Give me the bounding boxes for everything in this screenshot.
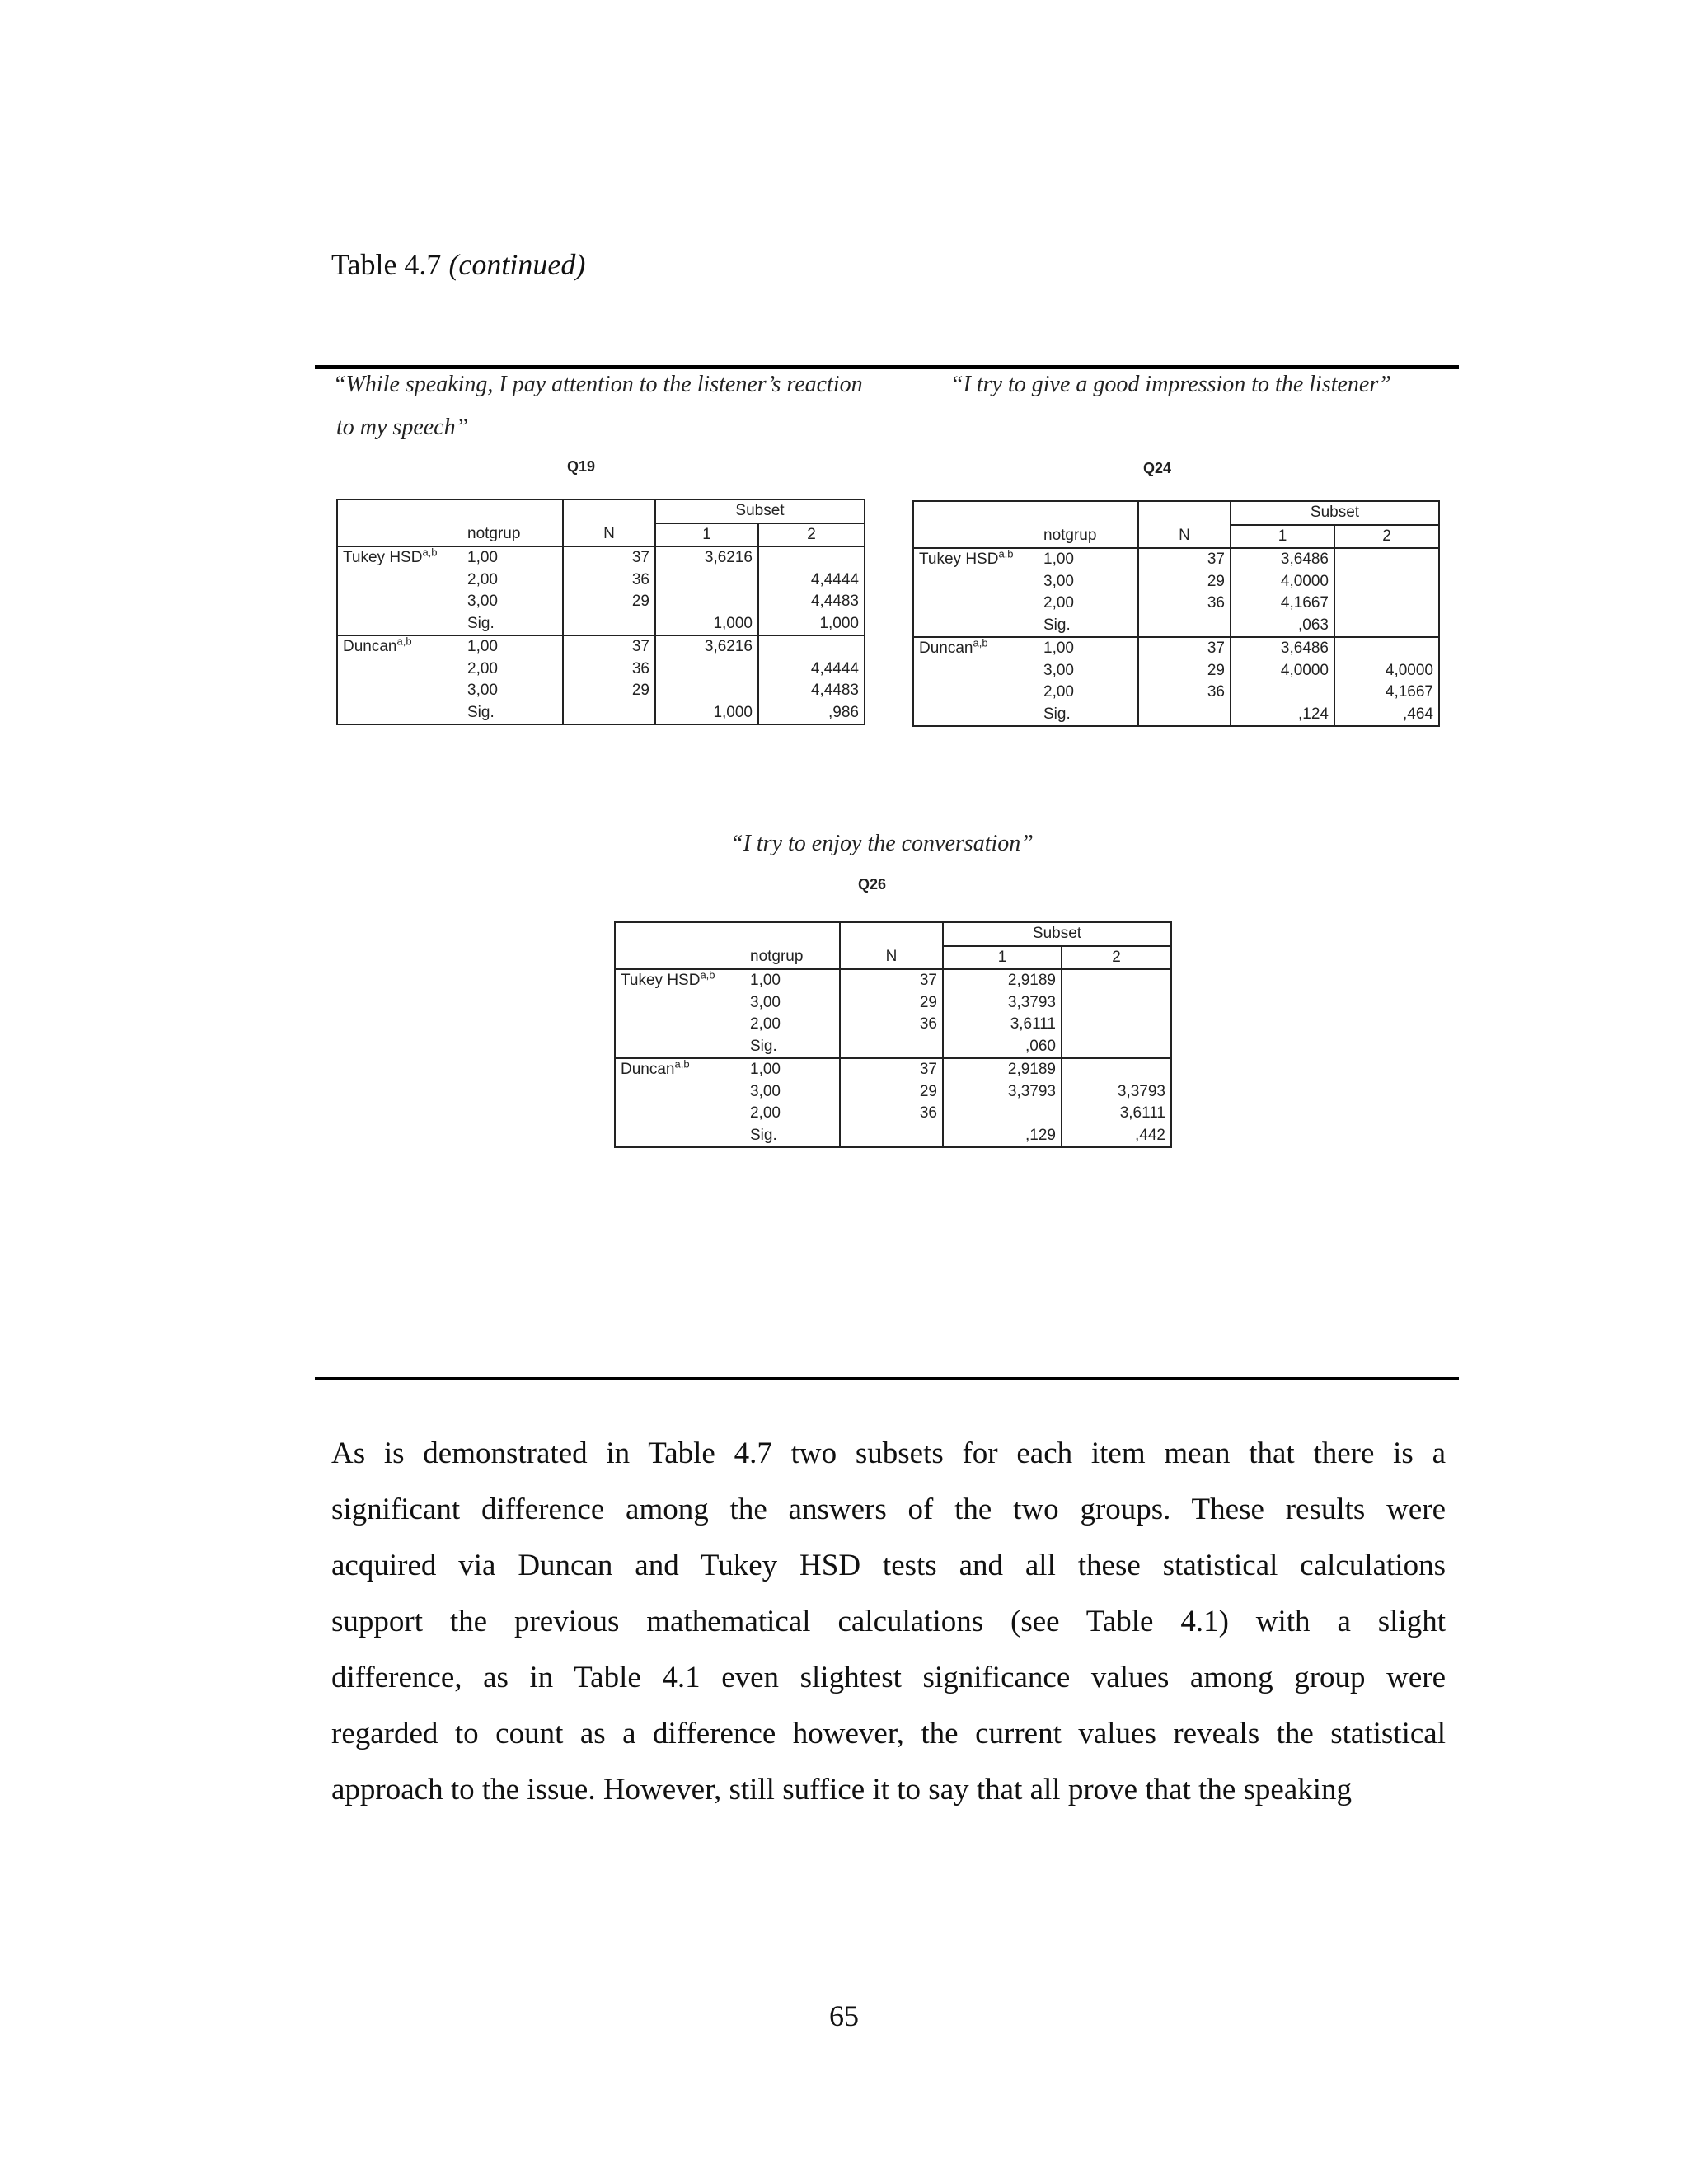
table-row: [913, 704, 1439, 727]
header-blank: [462, 499, 563, 523]
subset-2-cell: [1062, 1014, 1171, 1036]
subset-1-cell: 3,6216: [655, 635, 758, 658]
subset-2-cell: [1334, 593, 1439, 615]
duncan-label: [337, 635, 462, 658]
table-row: [615, 1014, 1171, 1036]
subset-2-cell: 4,4483: [758, 591, 865, 613]
group-cell: 2,00: [750, 1104, 781, 1122]
paragraph-line: acquired via Duncan and Tukey HSD tests and all these statistical calculations: [331, 1549, 1446, 1582]
subset-2-cell: ,442: [1062, 1125, 1171, 1148]
n-cell: 37: [1138, 637, 1231, 660]
header-blank: [337, 499, 462, 523]
subset-1-cell: 1,000: [655, 702, 758, 725]
n-cell: 36: [563, 569, 655, 592]
paragraph-line: As is demonstrated in Table 4.7 two subsets for each item mean that there is a: [331, 1436, 1446, 1470]
header-blank: [913, 525, 1039, 549]
q19-label: Q19: [567, 458, 596, 475]
n-cell: [563, 702, 655, 725]
subset-1-cell: ,129: [943, 1125, 1062, 1148]
subset-1-header: 1: [655, 523, 758, 547]
group-cell: Sig.: [462, 702, 563, 725]
group-cell: 2,00: [1043, 594, 1074, 612]
group-cell: Sig.: [1039, 704, 1138, 727]
group-cell: Sig.: [467, 614, 495, 632]
subset-2-cell: [1062, 992, 1171, 1015]
subset-2-cell: [758, 546, 865, 569]
test-name: Duncan: [621, 1061, 675, 1078]
test-name: Tukey HSD: [621, 972, 701, 989]
table-row: [913, 660, 1439, 682]
group-cell: 1,00: [1039, 637, 1138, 660]
header-blank: [1039, 501, 1138, 525]
q24-question: “I try to give a good impression to the listener”: [950, 372, 1391, 397]
subset-1-cell: 2,9189: [943, 1058, 1062, 1081]
blank-cell: [913, 704, 1039, 727]
n-header: N: [840, 946, 943, 970]
paragraph-line: support the previous mathematical calculations (see Table 4.1) with a slight: [331, 1605, 1446, 1638]
table-row: [615, 969, 1171, 992]
subset-1-cell: 3,6486: [1231, 637, 1334, 660]
subset-2-cell: 3,6111: [1062, 1103, 1171, 1125]
group-cell: 1,00: [745, 1058, 840, 1081]
blank-cell: [615, 1014, 745, 1036]
n-cell: 29: [840, 1081, 943, 1104]
blank-cell: [913, 660, 1039, 682]
subset-1-cell: 3,6216: [655, 546, 758, 569]
blank-cell: [913, 615, 1039, 638]
subset-1-cell: 3,3793: [943, 992, 1062, 1015]
page-number: 65: [829, 1999, 859, 2032]
tukey-label: [337, 546, 462, 569]
test-name: Duncan: [343, 638, 397, 655]
group-cell: 1,00: [750, 972, 781, 989]
subset-2-cell: [1062, 1036, 1171, 1059]
q19-question-line1: “While speaking, I pay attention to the listener’s reaction: [333, 372, 863, 397]
subset-1-cell: [655, 680, 758, 702]
table-row: [615, 1103, 1171, 1125]
footnote-marker: a,b: [973, 636, 988, 649]
duncan-label: [615, 1058, 745, 1081]
group-cell: 3,00: [1043, 572, 1074, 590]
n-cell: 29: [1138, 660, 1231, 682]
q19-table: [336, 499, 865, 725]
table-number: Table 4.7: [331, 248, 442, 281]
blank-cell: [615, 1103, 745, 1125]
blank-cell: [337, 613, 462, 636]
subset-2-cell: 4,4444: [758, 569, 865, 592]
n-cell: [1138, 704, 1231, 727]
n-cell: 29: [563, 591, 655, 613]
subset-2-cell: 1,000: [758, 613, 865, 636]
table-continued-note: (continued): [448, 248, 586, 281]
subset-1-cell: 4,1667: [1231, 593, 1334, 615]
subset-1-cell: ,060: [943, 1036, 1062, 1059]
n-cell: [1138, 615, 1231, 638]
subset-1-cell: 3,6111: [943, 1014, 1062, 1036]
group-cell: Sig.: [1043, 616, 1071, 634]
group-cell: 3,00: [467, 682, 498, 699]
paragraph-line: approach to the issue. However, still suffice it to say that all prove that the speaking: [331, 1773, 1353, 1807]
subset-2-cell: [1334, 615, 1439, 638]
subset-1-cell: ,063: [1231, 615, 1334, 638]
group-cell: Sig.: [750, 1037, 777, 1055]
blank-cell: [337, 680, 462, 702]
group-cell: 3,00: [750, 993, 781, 1011]
subset-1-cell: [1231, 682, 1334, 704]
subset-2-header: 2: [758, 523, 865, 547]
header-blank: [913, 501, 1039, 525]
tukey-label: [913, 548, 1039, 571]
n-cell: 29: [840, 992, 943, 1015]
n-cell: 37: [1138, 548, 1231, 571]
subset-2-cell: ,986: [758, 702, 865, 725]
table-row: [615, 1125, 1171, 1148]
q19-question-line2: to my speech”: [336, 415, 469, 440]
subset-2-cell: [1334, 571, 1439, 593]
subset-1-header: 1: [943, 946, 1062, 970]
subset-header: Subset: [1231, 501, 1439, 525]
subset-2-cell: 4,0000: [1334, 660, 1439, 682]
subset-2-cell: 4,4444: [758, 658, 865, 681]
header-blank: [615, 946, 745, 970]
blank-cell: [337, 702, 462, 725]
group-cell: 1,00: [1043, 551, 1074, 568]
subset-2-cell: [1334, 548, 1439, 571]
n-cell: [840, 1036, 943, 1059]
table-row: [615, 1081, 1171, 1104]
table-row: [337, 613, 865, 636]
n-cell: [563, 613, 655, 636]
blank-cell: [615, 1081, 745, 1104]
table-row: [337, 658, 865, 681]
blank-cell: [615, 1125, 745, 1148]
header-blank: [337, 523, 462, 547]
n-cell: 36: [563, 658, 655, 681]
group-cell: 2,00: [750, 1015, 781, 1033]
table-row: [913, 548, 1439, 571]
test-name: Tukey HSD: [919, 551, 999, 568]
q24-label: Q24: [1143, 460, 1172, 476]
n-cell: 37: [563, 546, 655, 569]
group-cell: 1,00: [467, 549, 498, 566]
q26-table: [614, 921, 1172, 1148]
subset-1-header: 1: [1231, 525, 1334, 549]
table-row: [615, 992, 1171, 1015]
subset-2-cell: 3,3793: [1062, 1081, 1171, 1104]
paragraph-line: significant difference among the answers of the two groups. These results were: [331, 1493, 1446, 1526]
duncan-label: [913, 637, 1039, 660]
subset-1-cell: 3,3793: [943, 1081, 1062, 1104]
table-row: [913, 571, 1439, 593]
tukey-label: [615, 969, 745, 992]
q24-table: [912, 500, 1440, 727]
header-blank: [840, 922, 943, 946]
subset-2-cell: ,464: [1334, 704, 1439, 727]
subset-1-cell: [655, 658, 758, 681]
table-row: [337, 680, 865, 702]
subset-2-cell: 4,1667: [1334, 682, 1439, 704]
blank-cell: [615, 1036, 745, 1059]
n-cell: 37: [563, 635, 655, 658]
blank-cell: [337, 658, 462, 681]
paragraph-line: difference, as in Table 4.1 even slightest significance values among group were: [331, 1661, 1446, 1694]
footnote-marker: a,b: [396, 635, 412, 648]
n-cell: 29: [563, 680, 655, 702]
table-row: [615, 1058, 1171, 1081]
table-bottom-rule: [315, 1377, 1459, 1380]
test-name: Duncan: [919, 640, 973, 657]
subset-2-cell: 4,4483: [758, 680, 865, 702]
subset-header: Subset: [943, 922, 1171, 946]
footnote-marker: a,b: [998, 547, 1014, 560]
q26-question: “I try to enjoy the conversation”: [730, 831, 1034, 856]
table-row: [913, 593, 1439, 615]
subset-header: Subset: [655, 499, 865, 523]
subset-2-header: 2: [1062, 946, 1171, 970]
header-blank: [615, 922, 745, 946]
group-cell: 1,00: [462, 635, 563, 658]
table-row: [337, 635, 865, 658]
table-row: [337, 546, 865, 569]
q26-label: Q26: [858, 876, 887, 893]
subset-1-cell: 1,000: [655, 613, 758, 636]
subset-1-cell: [943, 1103, 1062, 1125]
n-cell: 37: [840, 1058, 943, 1081]
table-caption: [331, 247, 585, 282]
q19-question: [333, 363, 926, 449]
n-header: N: [1138, 525, 1231, 549]
n-cell: [840, 1125, 943, 1148]
body-paragraph: [331, 1426, 1446, 1818]
blank-cell: [913, 571, 1039, 593]
table-row: [913, 637, 1439, 660]
subset-2-header: 2: [1334, 525, 1439, 549]
subset-1-cell: ,124: [1231, 704, 1334, 727]
subset-1-cell: 4,0000: [1231, 660, 1334, 682]
notgrup-header: notgrup: [462, 523, 563, 547]
n-cell: 36: [1138, 593, 1231, 615]
notgrup-header: notgrup: [1039, 525, 1138, 549]
n-header: N: [563, 523, 655, 547]
group-cell: 2,00: [467, 659, 498, 677]
subset-2-cell: [1062, 1058, 1171, 1081]
n-cell: 36: [840, 1103, 943, 1125]
group-cell: Sig.: [745, 1125, 840, 1148]
group-cell: 2,00: [467, 570, 498, 588]
blank-cell: [913, 682, 1039, 704]
footnote-marker: a,b: [674, 1057, 690, 1071]
header-blank: [1138, 501, 1231, 525]
group-cell: 3,00: [467, 593, 498, 610]
subset-2-cell: [1062, 969, 1171, 992]
table-row: [615, 1036, 1171, 1059]
blank-cell: [337, 591, 462, 613]
paragraph-line: regarded to count as a difference however, the current values reveals the statistical: [331, 1717, 1446, 1750]
subset-1-cell: 3,6486: [1231, 548, 1334, 571]
n-cell: 29: [1138, 571, 1231, 593]
test-name: Tukey HSD: [343, 549, 423, 566]
n-cell: 36: [840, 1014, 943, 1036]
footnote-marker: a,b: [700, 968, 715, 982]
subset-1-cell: [655, 569, 758, 592]
subset-1-cell: [655, 591, 758, 613]
header-blank: [745, 922, 840, 946]
n-cell: 36: [1138, 682, 1231, 704]
blank-cell: [615, 992, 745, 1015]
group-cell: 2,00: [1043, 683, 1074, 701]
header-blank: [563, 499, 655, 523]
table-row: [913, 615, 1439, 638]
subset-1-cell: 2,9189: [943, 969, 1062, 992]
footnote-marker: a,b: [422, 546, 438, 559]
group-cell: 3,00: [1043, 661, 1074, 679]
group-cell: 3,00: [750, 1082, 781, 1100]
table-row: [913, 682, 1439, 704]
subset-2-cell: [1334, 637, 1439, 660]
subset-1-cell: 4,0000: [1231, 571, 1334, 593]
subset-2-cell: [758, 635, 865, 658]
n-cell: 37: [840, 969, 943, 992]
blank-cell: [913, 593, 1039, 615]
blank-cell: [337, 569, 462, 592]
table-row: [337, 702, 865, 725]
table-row: [337, 569, 865, 592]
table-row: [337, 591, 865, 613]
notgrup-header: notgrup: [745, 946, 840, 970]
